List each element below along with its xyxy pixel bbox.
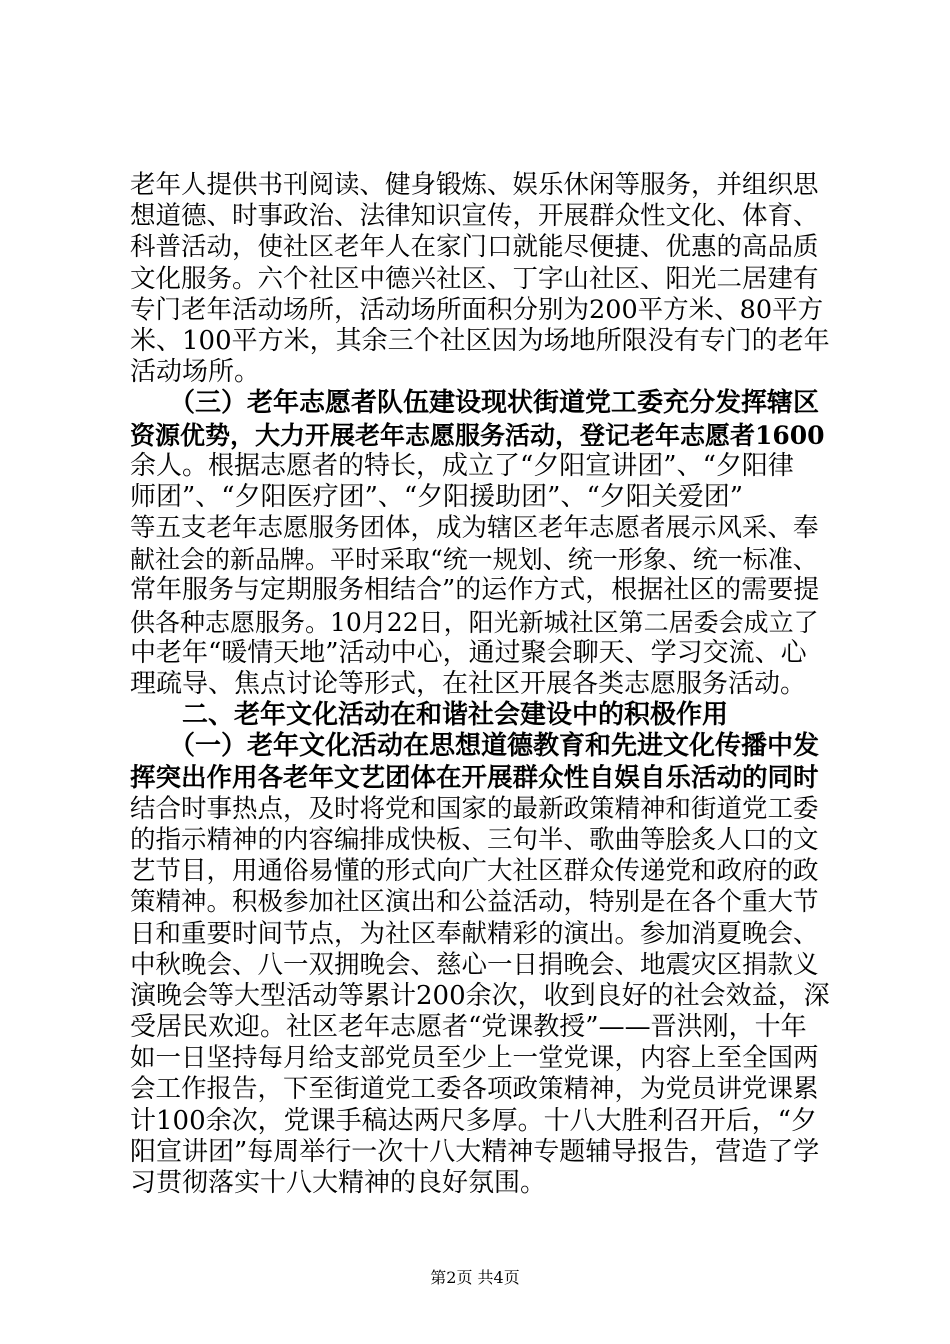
text-line: 科普活动，使社区老年人在家门口就能尽便捷、优惠的高品质 bbox=[130, 232, 819, 263]
text-line: 米、100平方米，其余三个社区因为场地所限没有专门的老年 bbox=[130, 325, 830, 356]
text-line: 策精神。积极参加社区演出和公益活动，特别是在各个重大节 bbox=[130, 887, 819, 918]
text-line: 文化服务。六个社区中德兴社区、丁字山社区、阳光二居建有 bbox=[130, 263, 819, 294]
text-line: 师团”、“夕阳医疗团”、“夕阳援助团”、“夕阳关爱团” bbox=[130, 481, 744, 512]
text-line: 活动场所。 bbox=[130, 357, 261, 388]
text-line: 如一日坚持每月给支部党员至少上一堂党课，内容上至全国两 bbox=[130, 1043, 819, 1074]
text-line: 艺节目，用通俗易懂的形式向广大社区群众传递党和政府的政 bbox=[130, 856, 819, 887]
text-line: 会工作报告，下至街道党工委各项政策精神，为党员讲党课累 bbox=[130, 1074, 819, 1105]
text-line: （一）老年文化活动在思想道德教育和先进文化传播中发 bbox=[130, 731, 820, 762]
text-line: 挥突出作用各老年文艺团体在开展群众性自娱自乐活动的同时 bbox=[130, 762, 819, 793]
text-line: 阳宣讲团”每周举行一次十八大精神专题辅导报告，营造了学 bbox=[130, 1136, 820, 1167]
text-line: 献社会的新品牌。平时采取“统一规划、统一形象、统一标准、 bbox=[130, 545, 818, 575]
text-line: 想道德、时事政治、法律知识宣传，开展群众性文化、体育、 bbox=[130, 201, 819, 232]
text-line: 习贯彻落实十八大精神的良好氛围。 bbox=[130, 1168, 547, 1198]
text-line: 老年人提供书刊阅读、健身锻炼、娱乐休闲等服务，并组织思 bbox=[130, 170, 819, 200]
page-footer: 第2页 共4页 bbox=[430, 1268, 520, 1287]
text-line: 计100余次，党课手稿达两尺多厚。十八大胜利召开后，“夕 bbox=[130, 1105, 817, 1136]
text-line: 等五支老年志愿服务团体，成为辖区老年志愿者展示风采、奉 bbox=[130, 513, 819, 544]
text-line: 结合时事热点，及时将党和国家的最新政策精神和街道党工委 bbox=[130, 793, 819, 824]
text-line: 理疏导、焦点讨论等形式，在社区开展各类志愿服务活动。 bbox=[130, 669, 807, 699]
text-line: 资源优势，大力开展老年志愿服务活动，登记老年志愿者1600 bbox=[130, 420, 825, 450]
text-line: 中秋晚会、八一双拥晚会、慈心一日捐晚会、地震灾区捐款义 bbox=[130, 949, 819, 980]
document-body bbox=[130, 170, 830, 1199]
text-line: 二、老年文化活动在和谐社会建设中的积极作用 bbox=[130, 700, 729, 731]
text-line: 专门老年活动场所，活动场所面积分别为200平方米、80平方 bbox=[130, 294, 824, 325]
text-line: 演晚会等大型活动等累计200余次，收到良好的社会效益，深 bbox=[130, 980, 830, 1011]
text-line: 受居民欢迎。社区老年志愿者“党课教授”——晋洪刚，十年 bbox=[130, 1012, 807, 1043]
text-line: （三）老年志愿者队伍建设现状街道党工委充分发挥辖区 bbox=[130, 388, 820, 419]
text-line: 日和重要时间节点，为社区奉献精彩的演出。参加消夏晚会、 bbox=[130, 918, 819, 949]
text-line: 中老年“暖情天地”活动中心，通过聚会聊天、学习交流、心 bbox=[130, 637, 807, 668]
text-line: 常年服务与定期服务相结合”的运作方式，根据社区的需要提 bbox=[130, 575, 820, 606]
text-line: 的指示精神的内容编排成快板、三句半、歌曲等脍炙人口的文 bbox=[130, 824, 819, 855]
text-line: 余人。根据志愿者的特长，成立了“夕阳宣讲团”、“夕阳律 bbox=[130, 450, 794, 481]
text-line: 供各种志愿服务。10月22日，阳光新城社区第二居委会成立了 bbox=[130, 607, 819, 637]
